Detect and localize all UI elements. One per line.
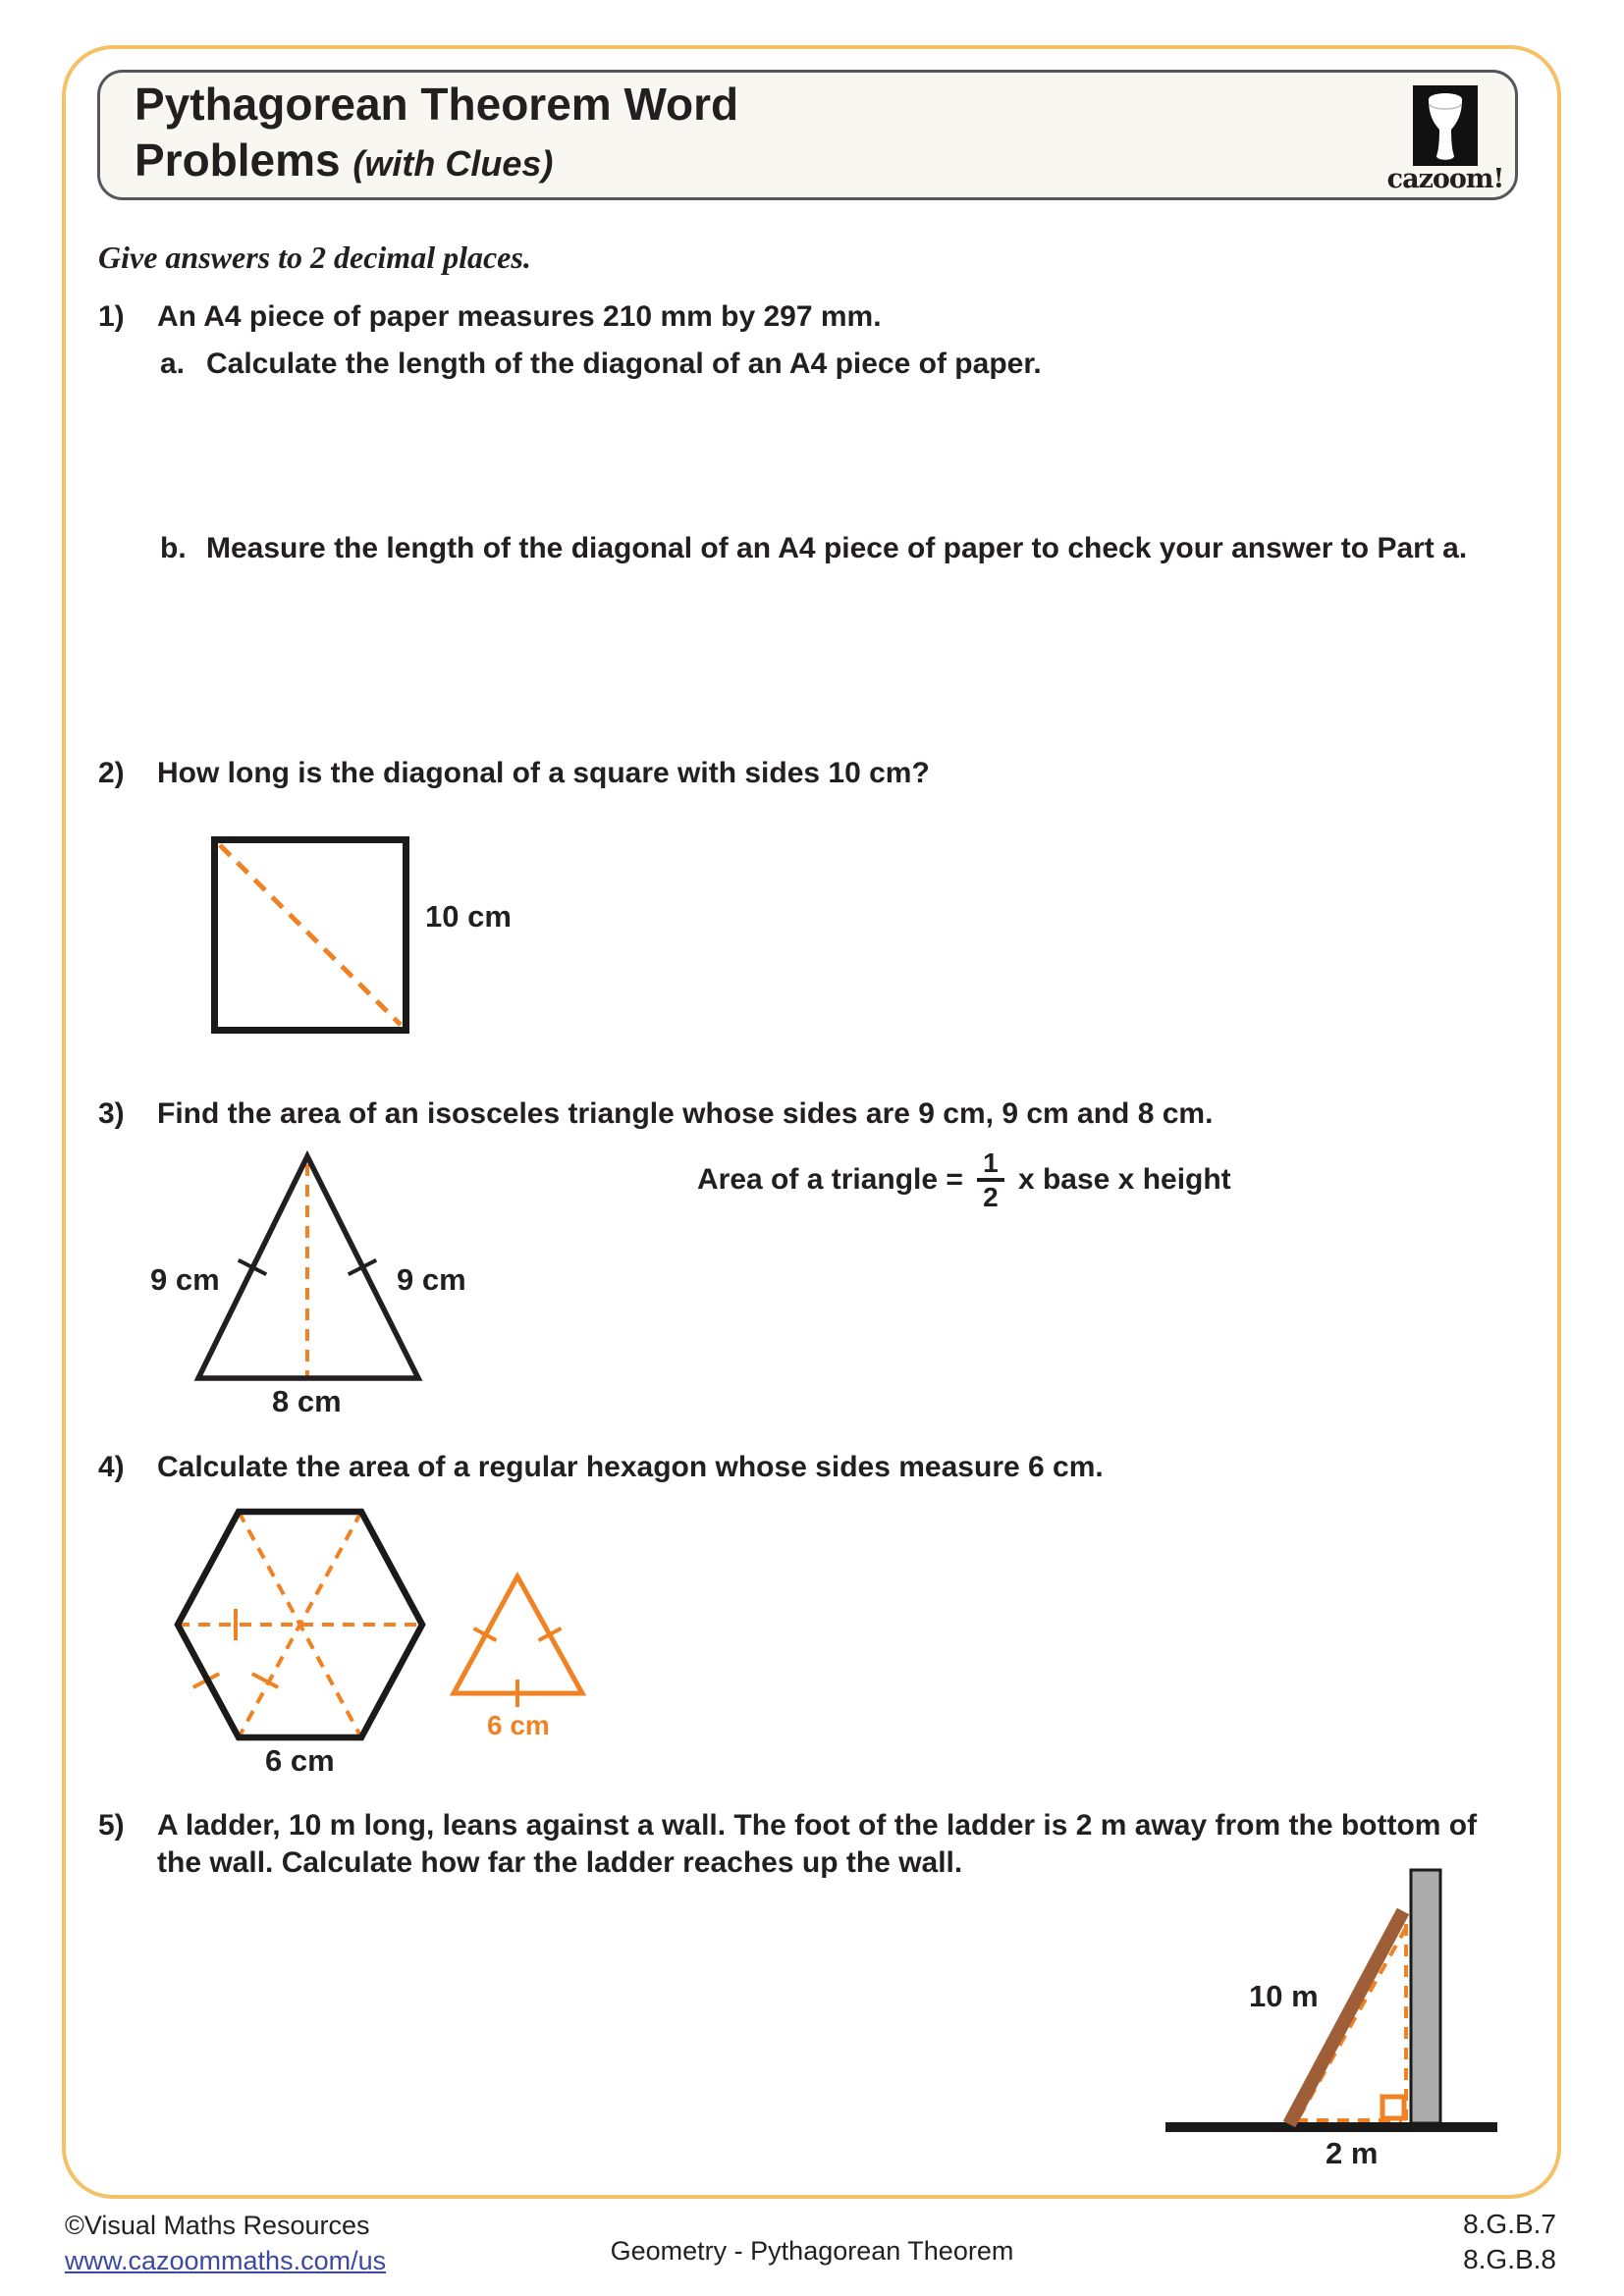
question-1a xyxy=(160,347,1042,381)
question-4-number: 4) xyxy=(98,1451,125,1483)
question-1b-text: Measure the length of the diagonal of an A4 piece of paper to check your answer to Part a. xyxy=(206,532,1468,564)
orange-triangle-outline xyxy=(454,1576,582,1693)
title-line1: Pythagorean Theorem Word xyxy=(135,79,739,130)
fraction-numerator: 1 xyxy=(983,1148,999,1178)
hexagon-side-label: 6 cm xyxy=(265,1743,335,1778)
ground-distance-label: 2 m xyxy=(1326,2136,1379,2170)
drum-icon xyxy=(1413,85,1478,166)
hexagon-figure xyxy=(169,1504,430,1750)
question-1b xyxy=(160,532,1467,565)
question-3 xyxy=(98,1097,1213,1131)
logo-wordmark: cazoom! xyxy=(1386,164,1504,194)
formula-suffix: x base x height xyxy=(1017,1163,1231,1196)
right-angle-marker xyxy=(1382,2097,1404,2118)
question-4 xyxy=(98,1451,1104,1484)
ground-line xyxy=(1165,2122,1497,2132)
triangle-right-side-label: 9 cm xyxy=(397,1262,466,1297)
title-line2: Problems (with Clues) xyxy=(135,134,554,186)
question-4-text: Calculate the area of a regular hexagon whose sides measure 6 cm. xyxy=(157,1451,1104,1483)
title-box xyxy=(97,70,1518,200)
formula-prefix: Area of a triangle = xyxy=(697,1163,963,1196)
title-note: (with Clues) xyxy=(352,143,554,184)
square-figure xyxy=(211,836,409,1034)
ladder-wall-figure xyxy=(1159,1863,1522,2187)
page-title xyxy=(135,77,738,191)
question-1a-label: a. xyxy=(160,347,186,380)
standard-code-1: 8.G.B.7 xyxy=(1463,2209,1556,2239)
ladder-length-label: 10 m xyxy=(1249,1979,1319,2013)
wall xyxy=(1411,1870,1440,2123)
ladder xyxy=(1289,1911,1403,2124)
square-side-label: 10 cm xyxy=(425,899,512,934)
area-formula-clue xyxy=(697,1145,1231,1215)
question-2-text: How long is the diagonal of a square with sides 10 cm? xyxy=(157,757,930,789)
orange-triangle-side-label: 6 cm xyxy=(487,1710,550,1740)
website-link[interactable]: www.cazoommaths.com/us xyxy=(65,2246,387,2275)
instruction-text: Give answers to 2 decimal places. xyxy=(98,240,531,275)
footer-topic-text: Geometry - Pythagorean Theorem xyxy=(610,2236,1014,2266)
standard-code-2: 8.G.B.8 xyxy=(1463,2244,1556,2274)
question-5-number: 5) xyxy=(98,1809,125,1842)
question-1b-label: b. xyxy=(160,532,187,564)
question-1-text: An A4 piece of paper measures 210 mm by 297 mm. xyxy=(157,300,882,333)
question-1-number: 1) xyxy=(98,300,125,333)
triangle-left-side-label: 9 cm xyxy=(150,1262,220,1297)
question-2-number: 2) xyxy=(98,757,125,789)
fraction-denominator: 2 xyxy=(983,1182,999,1212)
triangle-base-label: 8 cm xyxy=(272,1384,342,1418)
equilateral-triangle-figure xyxy=(447,1569,590,1717)
question-5-line1: A ladder, 10 m long, leans against a wall. The foot of the ladder is 2 m away from the bottom of xyxy=(157,1809,1478,1842)
question-1 xyxy=(98,300,882,334)
fraction-one-half xyxy=(977,1148,1004,1211)
question-3-text: Find the area of an isosceles triangle whose sides are 9 cm, 9 cm and 8 cm. xyxy=(157,1097,1214,1130)
question-1a-text: Calculate the length of the diagonal of an A4 piece of paper. xyxy=(206,347,1042,380)
square-diagonal-dashed-line xyxy=(218,843,403,1027)
question-5-line2: the wall. Calculate how far the ladder reaches up the wall. xyxy=(157,1846,963,1879)
copyright-text: ©Visual Maths Resources xyxy=(65,2211,370,2240)
question-3-number: 3) xyxy=(98,1097,125,1130)
cazoom-logo xyxy=(1413,85,1478,166)
question-2 xyxy=(98,757,930,790)
isosceles-triangle-figure xyxy=(191,1148,425,1391)
